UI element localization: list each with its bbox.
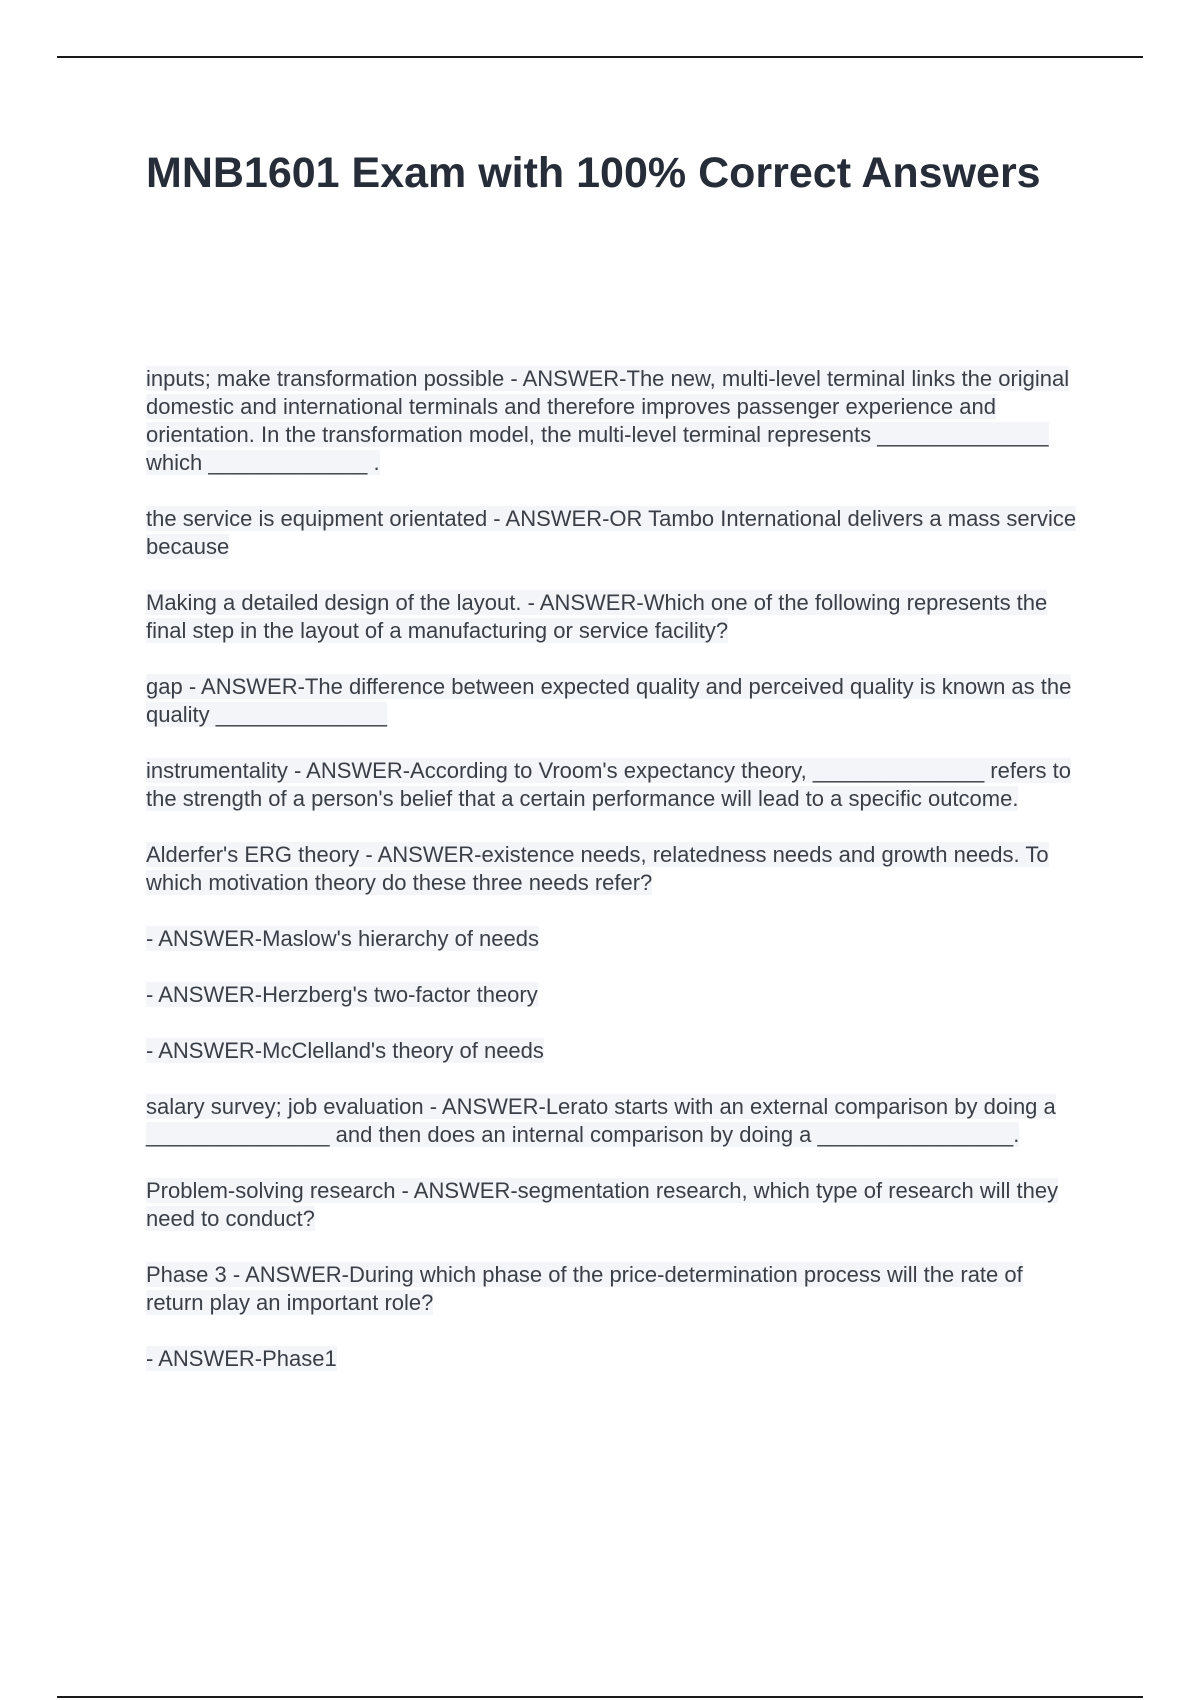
document-title: MNB1601 Exam with 100% Correct Answers bbox=[146, 149, 1041, 197]
qa-text: - ANSWER-Herzberg's two-factor theory bbox=[146, 982, 538, 1007]
qa-text: salary survey; job evaluation - ANSWER-Lerato starts with an external comparison by doing a _______________ and then does an internal comparison by doing a ________________. bbox=[146, 1094, 1056, 1147]
qa-text: Making a detailed design of the layout. - ANSWER-Which one of the following represents the final step in the layout of a manufacturing or service facility? bbox=[146, 590, 1048, 643]
qa-text: - ANSWER-McClelland's theory of needs bbox=[146, 1038, 544, 1063]
qa-item bbox=[146, 589, 1086, 645]
qa-text: - ANSWER-Maslow's hierarchy of needs bbox=[146, 926, 539, 951]
qa-item bbox=[146, 1177, 1086, 1233]
top-divider bbox=[57, 56, 1143, 58]
qa-text: Problem-solving research - ANSWER-segmentation research, which type of research will they need to conduct? bbox=[146, 1178, 1059, 1231]
qa-item bbox=[146, 673, 1086, 729]
qa-text: inputs; make transformation possible - ANSWER-The new, multi-level terminal links the original domestic and international terminals and therefore improves passenger experience and orientation. In the transformation model, the multi-level terminal represents ______________ which _____________ . bbox=[146, 366, 1070, 475]
qa-item bbox=[146, 1261, 1086, 1317]
qa-text: - ANSWER-Phase1 bbox=[146, 1346, 337, 1371]
qa-item bbox=[146, 365, 1086, 477]
qa-item bbox=[146, 1093, 1086, 1149]
qa-text: the service is equipment orientated - ANSWER-OR Tambo International delivers a mass service because bbox=[146, 506, 1077, 559]
qa-list bbox=[146, 365, 1086, 1401]
qa-item bbox=[146, 1037, 1086, 1065]
qa-item bbox=[146, 505, 1086, 561]
qa-item bbox=[146, 1345, 1086, 1373]
qa-item bbox=[146, 757, 1086, 813]
qa-text: Phase 3 - ANSWER-During which phase of the price-determination process will the rate of return play an important role? bbox=[146, 1262, 1023, 1315]
bottom-divider bbox=[57, 1696, 1143, 1698]
qa-item bbox=[146, 925, 1086, 953]
qa-text: instrumentality - ANSWER-According to Vroom's expectancy theory, ______________ refers to the strength of a person's belief that a certain performance will lead to a specific outcome. bbox=[146, 758, 1071, 811]
qa-item bbox=[146, 981, 1086, 1009]
qa-text: gap - ANSWER-The difference between expected quality and perceived quality is known as the quality ______________ bbox=[146, 674, 1072, 727]
qa-item bbox=[146, 841, 1086, 897]
qa-text: Alderfer's ERG theory - ANSWER-existence needs, relatedness needs and growth needs. To which motivation theory do these three needs refer? bbox=[146, 842, 1049, 895]
